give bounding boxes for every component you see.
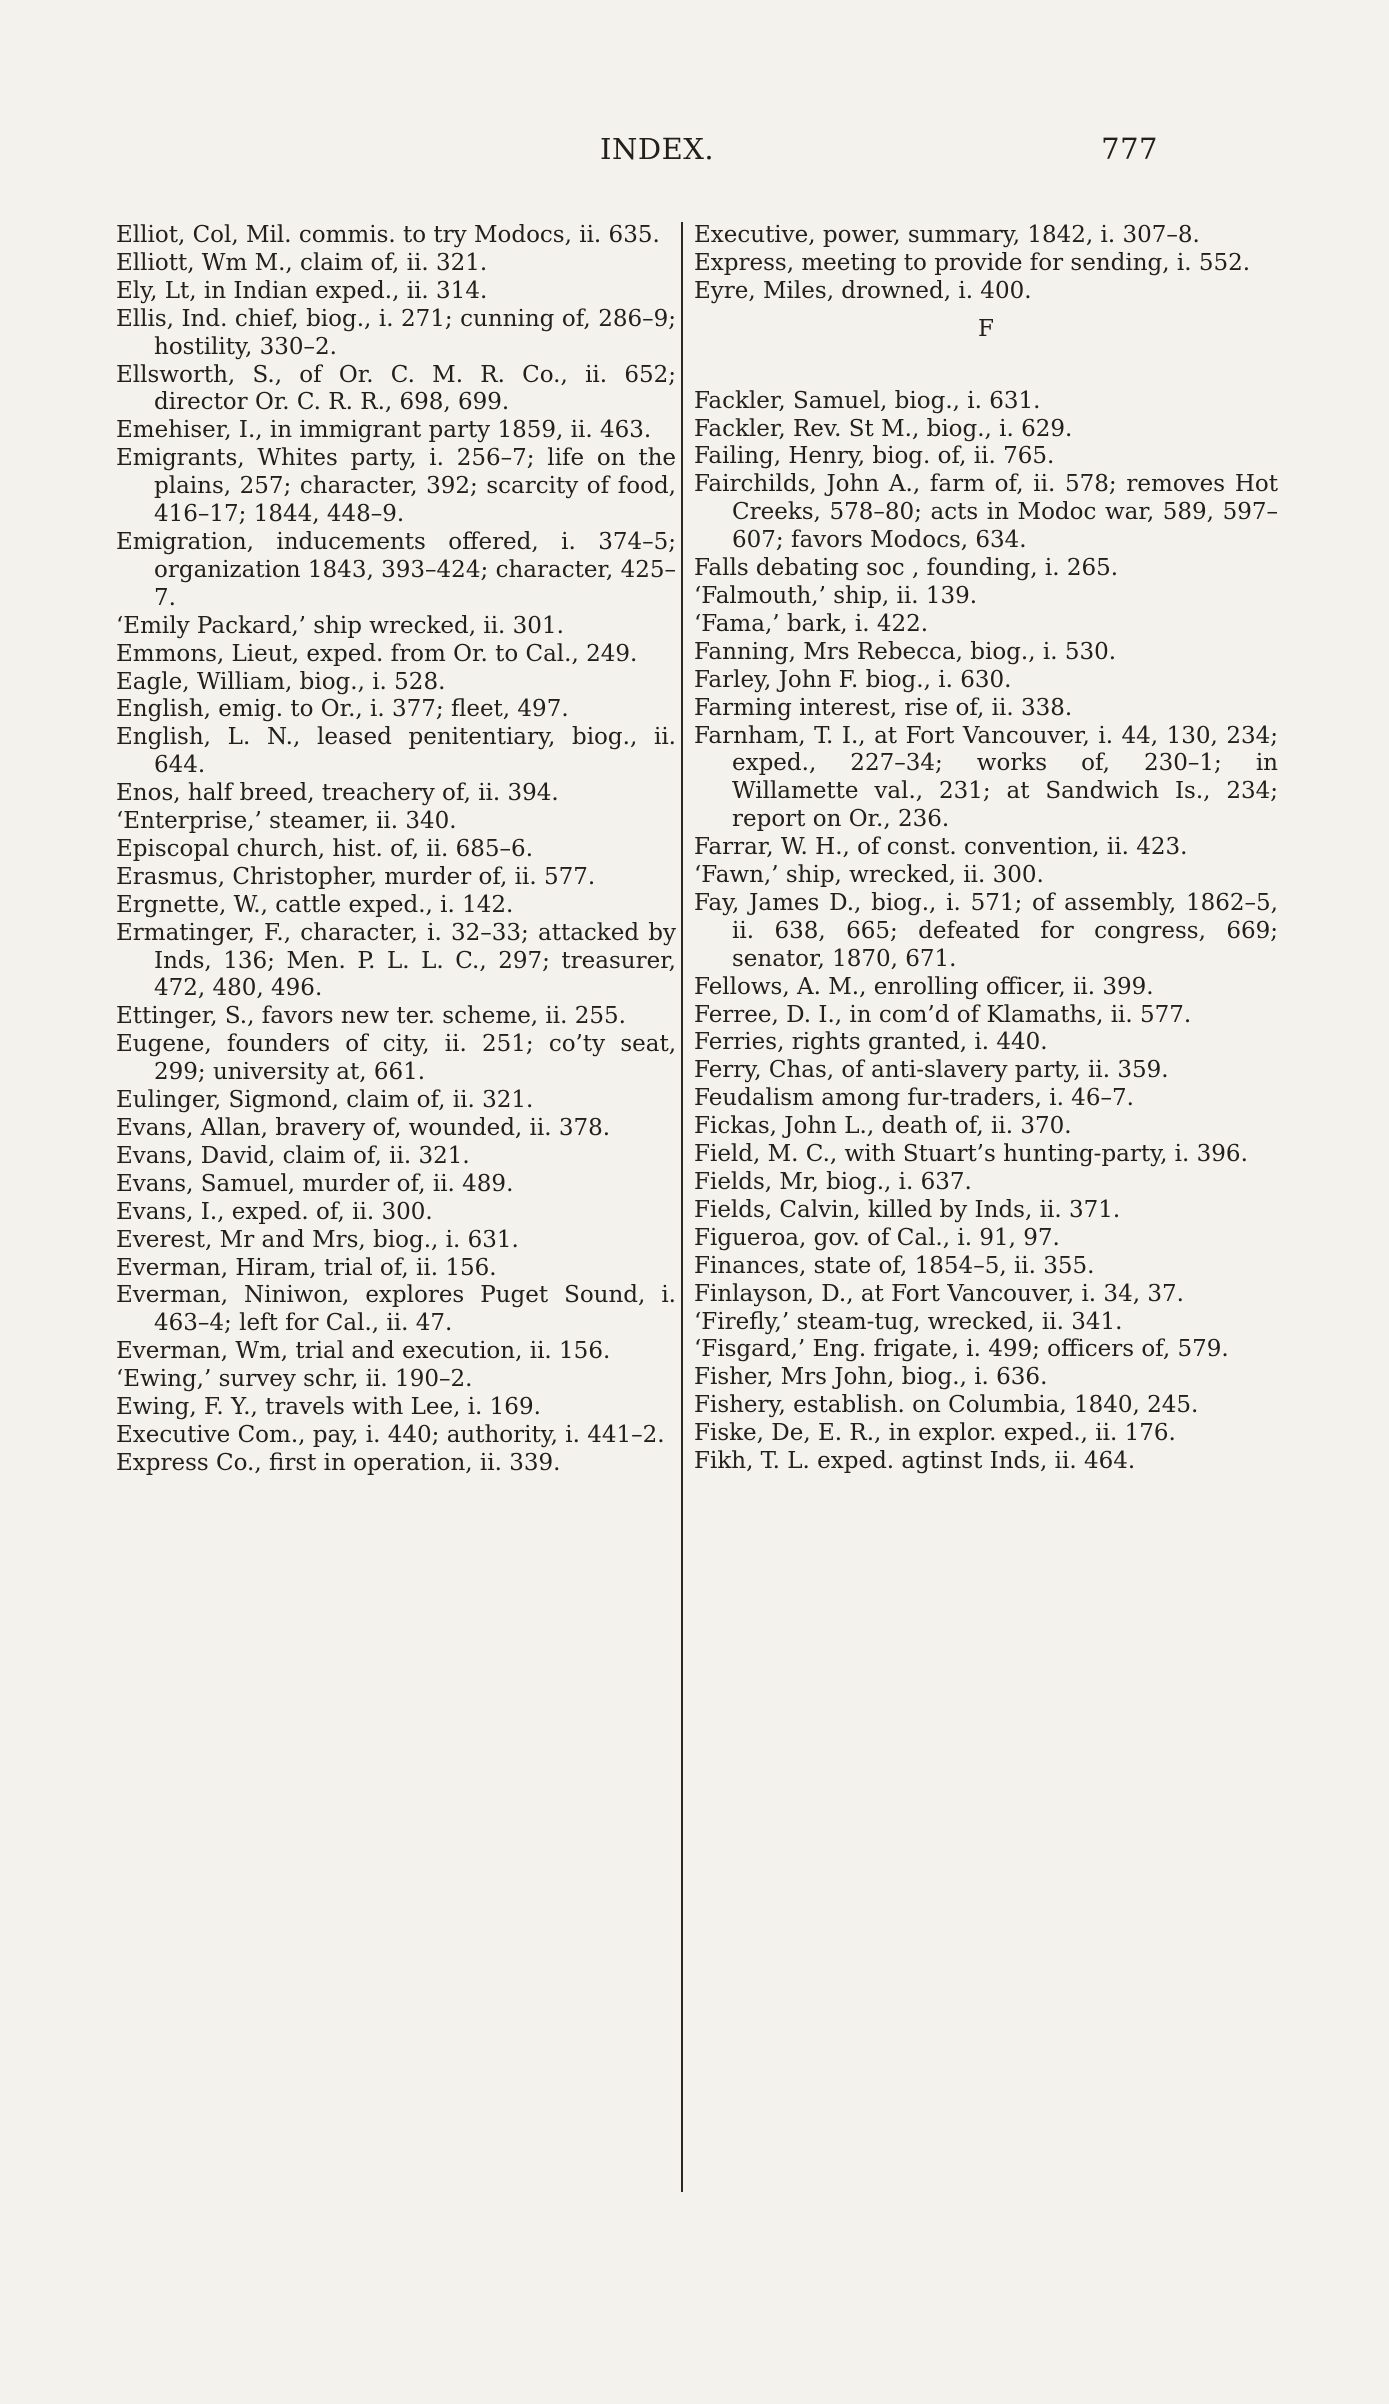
index-entry: Everman, Niniwon, explores Puget Sound, i. 463–4; left for Cal., ii. 47. xyxy=(116,1282,676,1337)
index-column-right xyxy=(694,222,1278,1476)
index-entry: Failing, Henry, biog. of, ii. 765. xyxy=(694,443,1055,470)
index-entry: Ferries, rights granted, i. 440. xyxy=(694,1029,1048,1056)
index-entry: Finances, state of, 1854–5, ii. 355. xyxy=(694,1252,1095,1279)
index-entry: Emigration, inducements offered, i. 374–5; organization 1843, 393–424; character, 425–7. xyxy=(116,528,676,611)
index-entry: Eulinger, Sigmond, claim of, ii. 321. xyxy=(116,1087,534,1114)
index-entry: Farnham, T. I., at Fort Vancouver, i. 44, 130, 234; exped., 227–34; works of, 230–1; in Willamette val., 231; at Sandwich Is., 234; report on Or., 236. xyxy=(694,722,1278,833)
index-entry: Eugene, founders of city, ii. 251; co’ty seat, 299; university at, 661. xyxy=(116,1031,676,1086)
index-entry: Everman, Hiram, trial of, ii. 156. xyxy=(116,1254,497,1281)
index-entry: Fanning, Mrs Rebecca, biog., i. 530. xyxy=(694,638,1117,665)
index-entry: Ely, Lt, in Indian exped., ii. 314. xyxy=(116,277,488,304)
index-entry: Enos, half breed, treachery of, ii. 394. xyxy=(116,780,559,807)
index-entry: Fikh, T. L. exped. agtinst Inds, ii. 464. xyxy=(694,1448,1136,1475)
index-entry: Fickas, John L., death of, ii. 370. xyxy=(694,1113,1072,1140)
page-title: INDEX. xyxy=(600,132,715,166)
index-entry: ‘Enterprise,’ steamer, ii. 340. xyxy=(116,808,457,835)
index-entry: Express Co., first in operation, ii. 339. xyxy=(116,1449,561,1476)
index-entry: Falls debating soc , founding, i. 265. xyxy=(694,555,1119,582)
index-entry: Evans, I., exped. of, ii. 300. xyxy=(116,1198,433,1225)
index-entry: Evans, Samuel, murder of, ii. 489. xyxy=(116,1170,514,1197)
index-column-left xyxy=(116,222,676,1478)
index-entry: English, emig. to Or., i. 377; fleet, 497. xyxy=(116,696,569,723)
index-entry: Executive Com., pay, i. 440; authority, i. 441–2. xyxy=(116,1421,665,1448)
index-entry: Fiske, De, E. R., in explor. exped., ii. 176. xyxy=(694,1420,1176,1447)
index-entries-e xyxy=(694,222,1278,306)
index-entry: Ergnette, W., cattle exped., i. 142. xyxy=(116,891,514,918)
index-entry: Finlayson, D., at Fort Vancouver, i. 34, 37. xyxy=(694,1280,1184,1307)
index-entry: ‘Falmouth,’ ship, ii. 139. xyxy=(694,582,978,609)
index-entry: Figueroa, gov. of Cal., i. 91, 97. xyxy=(694,1224,1060,1251)
index-entry: Fackler, Rev. St M., biog., i. 629. xyxy=(694,415,1073,442)
index-entry: Fields, Calvin, killed by Inds, ii. 371. xyxy=(694,1196,1121,1223)
index-entry: Erasmus, Christopher, murder of, ii. 577. xyxy=(116,863,596,890)
index-entries-f xyxy=(694,388,1278,1476)
index-entry: Fay, James D., biog., i. 571; of assembly, 1862–5, ii. 638, 665; defeated for congress, 669; senator, 1870, 671. xyxy=(694,889,1278,972)
index-entry: ‘Fisgard,’ Eng. frigate, i. 499; officers of, 579. xyxy=(694,1336,1229,1363)
index-entry: Fackler, Samuel, biog., i. 631. xyxy=(694,387,1041,414)
index-entry: ‘Firefly,’ steam-tug, wrecked, ii. 341. xyxy=(694,1308,1123,1335)
index-entry: Fellows, A. M., enrolling officer, ii. 399. xyxy=(694,973,1154,1000)
index-entry: Feudalism among fur-traders, i. 46–7. xyxy=(694,1085,1134,1112)
index-entry: English, L. N., leased penitentiary, biog., ii. 644. xyxy=(116,724,676,779)
index-entry: Emmons, Lieut, exped. from Or. to Cal., 249. xyxy=(116,640,638,667)
index-entry: Evans, David, claim of, ii. 321. xyxy=(116,1142,470,1169)
index-entry: Evans, Allan, bravery of, wounded, ii. 378. xyxy=(116,1115,611,1141)
index-entry: Fishery, establish. on Columbia, 1840, 245. xyxy=(694,1392,1199,1419)
index-entry: Farming interest, rise of, ii. 338. xyxy=(694,694,1073,721)
index-entry: Ettinger, S., favors new ter. scheme, ii. 255. xyxy=(116,1003,626,1030)
index-entry: Ewing, F. Y., travels with Lee, i. 169. xyxy=(116,1394,541,1421)
index-entry: Ferry, Chas, of anti-slavery party, ii. 359. xyxy=(694,1057,1169,1084)
index-entry: ‘Fawn,’ ship, wrecked, ii. 300. xyxy=(694,862,1044,889)
page-number: 777 xyxy=(1101,132,1158,166)
index-entry: Ermatinger, F., character, i. 32–33; attacked by Inds, 136; Men. P. L. L. C., 297; treasurer, 472, 480, 496. xyxy=(116,919,676,1002)
index-entry: Farley, John F. biog., i. 630. xyxy=(694,666,1012,693)
index-entry: Everest, Mr and Mrs, biog., i. 631. xyxy=(116,1226,519,1253)
index-entry: Everman, Wm, trial and execution, ii. 156. xyxy=(116,1338,611,1365)
index-entry: Express, meeting to provide for sending, i. 552. xyxy=(694,249,1251,276)
index-entry: Fisher, Mrs John, biog., i. 636. xyxy=(694,1364,1048,1391)
page-header xyxy=(600,132,1158,176)
index-entry: Ellsworth, S., of Or. C. M. R. Co., ii. 652; director Or. C. R. R., 698, 699. xyxy=(116,361,676,416)
index-entry: ‘Emily Packard,’ ship wrecked, ii. 301. xyxy=(116,612,564,639)
index-entry: Field, M. C., with Stuart’s hunting-party, i. 396. xyxy=(694,1141,1248,1168)
index-entry: Ferree, D. I., in com’d of Klamaths, ii. 577. xyxy=(694,1001,1192,1028)
index-entry: Elliot, Col, Mil. commis. to try Modocs, ii. 635. xyxy=(116,222,660,248)
index-entry: Farrar, W. H., of const. convention, ii. 423. xyxy=(694,834,1188,861)
index-entry: Eyre, Miles, drowned, i. 400. xyxy=(694,277,1032,304)
index-entry: ‘Ewing,’ survey schr, ii. 190–2. xyxy=(116,1366,473,1393)
index-entry: Episcopal church, hist. of, ii. 685–6. xyxy=(116,835,533,862)
index-entry: Fields, Mr, biog., i. 637. xyxy=(694,1169,972,1195)
index-entry: Eagle, William, biog., i. 528. xyxy=(116,668,446,695)
index-entry: Fairchilds, John A., farm of, ii. 578; removes Hot Creeks, 578–80; acts in Modoc war, 589, 597–607; favors Modocs, 634. xyxy=(694,471,1278,554)
index-entry: ‘Fama,’ bark, i. 422. xyxy=(694,610,929,637)
index-entry: Executive, power, summary, 1842, i. 307–8. xyxy=(694,222,1200,248)
index-entry: Emehiser, I., in immigrant party 1859, ii. 463. xyxy=(116,417,652,444)
section-letter-f: F xyxy=(978,315,994,342)
index-entry: Emigrants, Whites party, i. 256–7; life on the plains, 257; character, 392; scarcity of food, 416–17; 1844, 448–9. xyxy=(116,445,676,528)
index-entry: Ellis, Ind. chief, biog., i. 271; cunning of, 286–9; hostility, 330–2. xyxy=(116,305,676,360)
column-divider xyxy=(681,222,683,2192)
index-entry: Elliott, Wm M., claim of, ii. 321. xyxy=(116,249,488,276)
